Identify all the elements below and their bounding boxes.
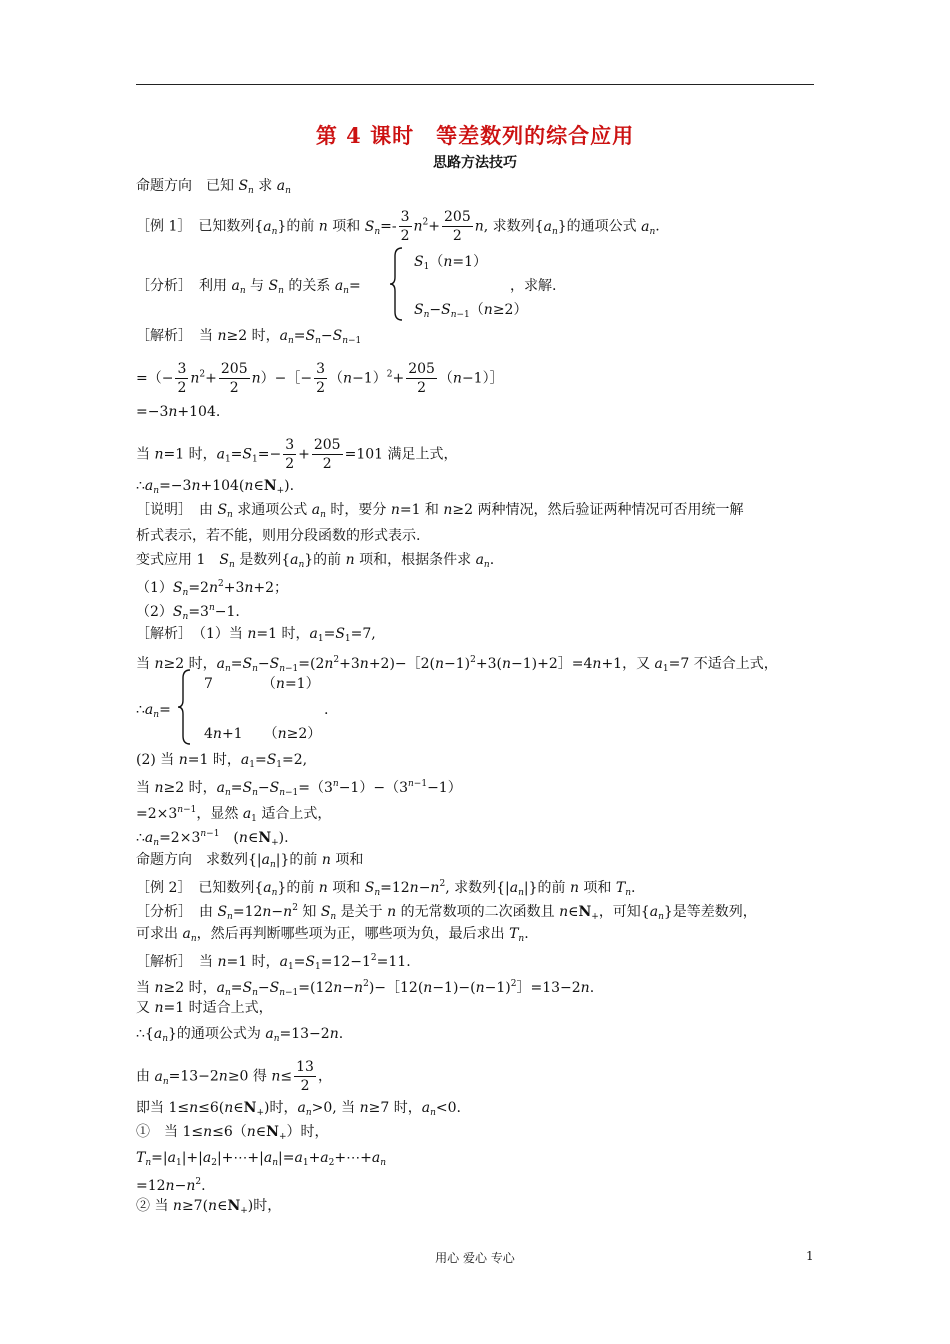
solution-3-line-2: 当 n≥2 时，$a_n=S_n-S_{n-1}=(12n-n^2)-[12(n-1)-(n-1)^2]=13-2n$. <box>136 979 595 998</box>
note-1-line-2: 析式表示，若不能，则用分段函数的形式表示. <box>136 528 421 544</box>
solution-3-line-7: ① 当 $1\le n\le 6(n\in N_+)$时， <box>136 1124 329 1142</box>
solution-3-line-10: ② 当 $n\ge 7(n\in N_+)$时， <box>136 1198 282 1216</box>
example-1: ［例 1］ 已知数列$\{a_n\}$的前 n 项和 $S_n=-$ $\frac{3}{2}$ $n^2+$ $\frac{205}{2}$ n, 求数列$\{a_n\}$的通项公式 $a_n$. <box>136 209 660 244</box>
solution-3-line-6: 即当 $1\le n\le 6(n\in N_+)$时，$a_n>0$, 当 n≥7 时，$a_n<0$. <box>136 1100 461 1118</box>
analysis-1: ［分析］ 利用 $a_n$ 与 $S_n$ 的关系 $a_n=$ <box>136 278 361 296</box>
piecewise-2-tail: . <box>324 702 329 718</box>
piecewise-brace-2 <box>176 668 192 746</box>
analysis-2-line-1: ［分析］ 由 $S_n=12n-n^2$ 知 $S_n$ 是关于 n 的无常数项的二次函数且 $n\in N_+$，可知$\{a_n\}$是等差数列， <box>136 903 757 922</box>
solution-2-line-3: (2) 当 n=1 时，$a_1=S_1=2$, <box>136 752 308 770</box>
solution-1-line-4: 当 n=1 时，$a_1=S_1=-$ $\frac{3}{2}$ + $\frac{205}{2}$ =101 满足上式， <box>136 437 458 472</box>
page-number: 1 <box>806 1249 814 1263</box>
topic-line-2: 命题方向 求数列$\{|a_n|\}$的前 n 项和 <box>136 852 364 870</box>
analysis-2-line-2: 可求出 $a_n$，然后再判断哪些项为正，哪些项为负，最后求出 $T_n$. <box>136 926 529 944</box>
section-subtitle: 思路方法技巧 <box>433 155 517 171</box>
variant-1: 变式应用 1 $S_n$ 是数列$\{a_n\}$的前 n 项和，根据条件求 $a_n$. <box>136 552 495 570</box>
solution-3-line-8: $T_n=|a_1|+|a_2|+\cdots+|a_n|=a_1+a_2+\cdots+a_n$ <box>136 1150 387 1168</box>
solution-3-line-4: $\therefore\{a_n\}$的通项公式为 $a_n=13-2n$. <box>136 1026 344 1044</box>
solution-3-line-3: 又 n=1 时适合上式， <box>136 1000 273 1016</box>
topic-line-1: 命题方向 已知 $S_n$ 求 $a_n$ <box>136 178 291 196</box>
solution-1-line-2: =（− $\frac{3}{2}$ $n^2+$ $\frac{205}{2}$ n）−［− $\frac{3}{2}$ $(n-1)^2+$ $\frac{205}{2}$ （n−1）］ <box>136 361 504 396</box>
note-1-line-1: ［说明］ 由 $S_n$ 求通项公式 $a_n$ 时，要分 n=1 和 n≥2 两种情况，然后验证两种情况可否用统一解 <box>136 502 744 520</box>
variant-1-part-2: $(2)S_n=3^n-1$. <box>136 603 240 622</box>
solution-1-line-3: =−3n+104. <box>136 404 221 420</box>
header-rule <box>136 84 814 85</box>
page-footer: 用心 爱心 专心 <box>435 1251 515 1265</box>
solution-3-line-5: 由 $a_n=13-2n\ge 0$ 得 n≤ $\frac{13}{2}$ ， <box>136 1059 332 1094</box>
solution-2-line-1: ［解析］ （1）当 n=1 时，$a_1=S_1=7$, <box>136 626 376 644</box>
piecewise-1-case-1: $S_1(n=1)$ <box>414 254 487 272</box>
solution-1-line-5: $\therefore a_n=-3n+104(n\in N_+)$. <box>136 478 295 496</box>
variant-1-part-1: $(1)S_n=2n^2+3n+2$； <box>136 579 289 598</box>
solution-2-line-4: 当 n≥2 时，$a_n=S_n-S_{n-1}=(3^n-1)-(3^{n-1}-1)$ <box>136 779 462 798</box>
piecewise-2-case-1: 7 （n=1） <box>204 676 320 692</box>
solution-3-line-1: ［解析］ 当 n=1 时，$a_1=S_1=12-1^2=11$. <box>136 953 411 972</box>
solution-2-line-5: $=2\times 3^{n-1}$，显然 $a_1$ 适合上式， <box>136 805 332 824</box>
example-2: ［例 2］ 已知数列$\{a_n\}$的前 n 项和 $S_n=12n-n^2$, 求数列$\{|a_n|\}$的前 n 项和 $T_n$. <box>136 879 636 898</box>
piecewise-brace-1 <box>388 246 404 322</box>
piecewise-2-lead: $\therefore a_n=$ <box>136 702 171 720</box>
solution-1-line-1: ［解析］ 当 n≥2 时，$a_n=S_n-S_{n-1}$ <box>136 328 362 346</box>
piecewise-1-case-2: $S_n-S_{n-1}(n\ge 2)$ <box>414 302 528 320</box>
solution-2-line-6: $\therefore a_n=2\times 3^{n-1}$ $(n\in N_+)$. <box>136 829 289 848</box>
piecewise-2-case-2: 4n+1 （n≥2） <box>204 726 322 742</box>
page-title: 第 4 课时 等差数列的综合应用 <box>315 123 635 148</box>
solution-3-line-9: $=12n-n^2$. <box>136 1177 206 1194</box>
piecewise-1-tail: ，求解. <box>510 278 557 294</box>
solution-2-line-2: 当 n≥2 时，$a_n=S_n-S_{n-1}=(2n^2+3n+2)-[2(n-1)^2+3(n-1)+2]=4n+1$，又 $a_1=7$ 不适合上式， <box>136 655 778 674</box>
